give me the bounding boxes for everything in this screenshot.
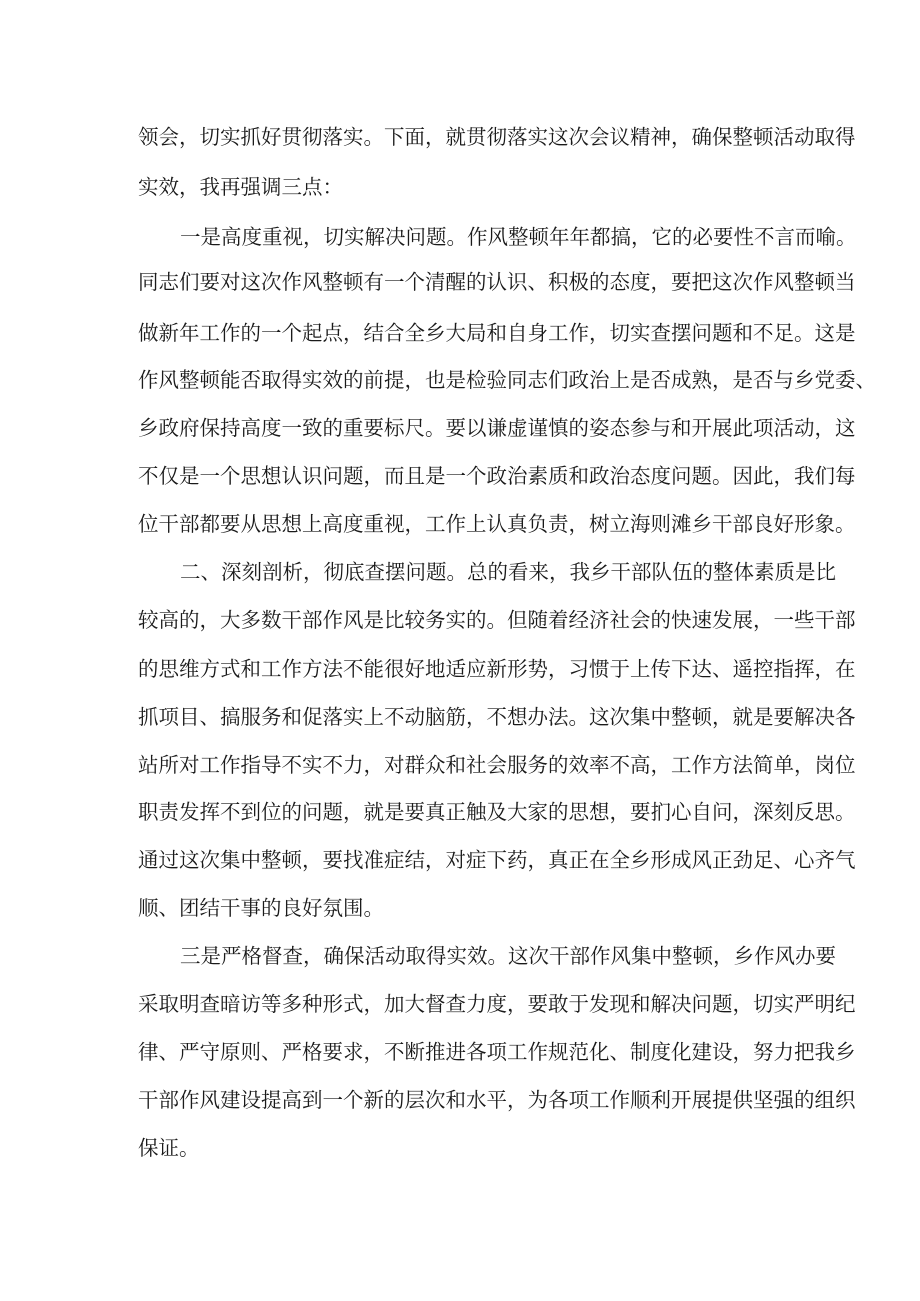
text-line: 抓项目、搞服务和促落实上不动脑筋，不想办法。这次集中整顿，就是要解决各 bbox=[138, 705, 856, 729]
text-line: 律、严守原则、严格要求，不断推进各项工作规范化、制度化建设，努力把我乡 bbox=[138, 1040, 856, 1064]
text-line: 二、深刻剖析，彻底查摆问题。总的看来，我乡干部队伍的整体素质是比 bbox=[180, 560, 836, 584]
text-line: 领会，切实抓好贯彻落实。下面，就贯彻落实这次会议精神，确保整顿活动取得 bbox=[138, 125, 856, 149]
text-line: 站所对工作指导不实不力，对群众和社会服务的效率不高，工作方法简单，岗位 bbox=[138, 753, 856, 777]
text-line: 职责发挥不到位的问题，就是要真正触及大家的思想，要扪心自问，深刻反思。 bbox=[138, 800, 856, 824]
text-line: 不仅是一个思想认识问题，而且是一个政治素质和政治态度问题。因此，我们每 bbox=[138, 464, 856, 488]
text-line: 较高的，大多数干部作风是比较务实的。但随着经济社会的快速发展，一些干部 bbox=[138, 608, 856, 632]
text-line: 一是高度重视，切实解决问题。作风整顿年年都搞，它的必要性不言而喻。 bbox=[180, 225, 857, 249]
text-line: 同志们要对这次作风整顿有一个清醒的认识、积极的态度，要把这次作风整顿当 bbox=[138, 270, 856, 294]
text-line: 保证。 bbox=[138, 1136, 200, 1160]
text-line: 采取明查暗访等多种形式，加大督查力度，要敢于发现和解决问题，切实严明纪 bbox=[138, 992, 856, 1016]
text-line: 作风整顿能否取得实效的前提，也是检验同志们政治上是否成熟，是否与乡党委、 bbox=[138, 368, 876, 392]
text-line: 位干部都要从思想上高度重视，工作上认真负责，树立海则滩乡干部良好形象。 bbox=[138, 512, 856, 536]
text-line: 做新年工作的一个起点，结合全乡大局和自身工作，切实查摆问题和不足。这是 bbox=[138, 321, 856, 345]
text-line: 乡政府保持高度一致的重要标尺。要以谦虚谨慎的姿态参与和开展此项活动，这 bbox=[138, 416, 856, 440]
text-line: 实效，我再强调三点： bbox=[138, 175, 343, 199]
text-line: 三是严格督查，确保活动取得实效。这次干部作风集中整顿，乡作风办要 bbox=[180, 944, 836, 968]
text-line: 干部作风建设提高到一个新的层次和水平，为各项工作顺利开展提供坚强的组织 bbox=[138, 1088, 856, 1112]
text-line: 的思维方式和工作方法不能很好地适应新形势，习惯于上传下达、遥控指挥，在 bbox=[138, 657, 856, 681]
text-line: 顺、团结干事的良好氛围。 bbox=[138, 896, 384, 920]
text-line: 通过这次集中整顿，要找准症结，对症下药，真正在全乡形成风正劲足、心齐气 bbox=[138, 848, 856, 872]
